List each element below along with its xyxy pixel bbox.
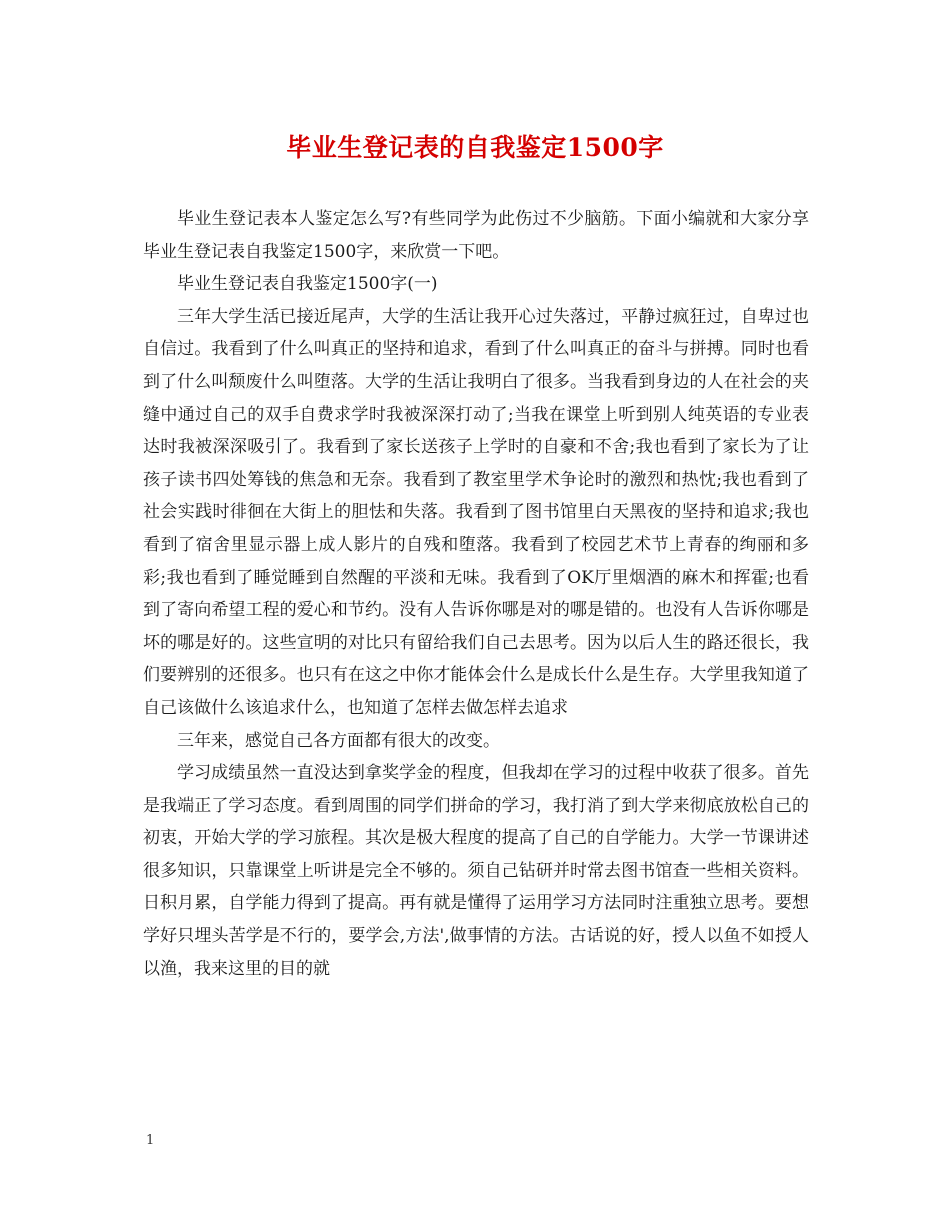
paragraph-intro: 毕业生登记表本人鉴定怎么写?有些同学为此伤过不少脑筋。下面小编就和大家分享毕业生登记表自我鉴定1500字，来欣赏一下吧。: [143, 209, 809, 262]
paragraph-section-heading: 毕业生登记表自我鉴定1500字(一): [177, 274, 438, 295]
paragraph-study: 学习成绩虽然一直没达到拿奖学金的程度，但我却在学习的过程中收获了很多。首先是我端正了学习态度。看到周围的同学们拼命的学习，我打消了到大学来彻底放松自己的初衷，开始大学的学习旅程。其次是极大程度的提高了自己的自学能力。大学一节课讲述很多知识，只靠课堂上听讲是完全不够的。须自己钻研并时常去图书馆查一些相关资料。日积月累，自学能力得到了提高。再有就是懂得了运用学习方法同时注重独立思考。要想学好只埋头苦学是不行的，要学会,方法',做事情的方法。古话说的好，授人以鱼不如授人以渔，我来这里的目的就: [143, 763, 809, 979]
paragraph-university-life: 三年大学生活已接近尾声，大学的生活让我开心过失落过，平静过疯狂过，自卑过也自信过。我看到了什么叫真正的坚持和追求，看到了什么叫真正的奋斗与拼搏。同时也看到了什么叫颓废什么叫堕落。大学的生活让我明白了很多。当我看到身边的人在社会的夹缝中通过自己的双手自费求学时我被深深打动了;当我在课堂上听到别人纯英语的专业表达时我被深深吸引了。我看到了家长送孩子上学时的自豪和不舍;我也看到了家长为了让孩子读书四处筹钱的焦急和无奈。我看到了教室里学术争论时的激烈和热忱;我也看到了社会实践时徘徊在大街上的胆怯和失落。我看到了图书馆里白天黑夜的坚持和追求;我也看到了宿舍里显示器上成人影片的自残和堕落。我看到了校园艺术节上青春的绚丽和多彩;我也看到了睡觉睡到自然醒的平淡和无味。我看到了OK厅里烟酒的麻木和挥霍;也看到了寄向希望工程的爱心和节约。没有人告诉你哪是对的哪是错的。也没有人告诉你哪是坏的哪是好的。这些宣明的对比只有留给我们自己去思考。因为以后人生的路还很长，我们要辨别的还很多。也只有在这之中你才能体会什么是成长什么是生存。大学里我知道了自己该做什么该追求什么，也知道了怎样去做怎样去追求: [143, 306, 809, 718]
paragraph-changes: 三年来，感觉自己各方面都有很大的改变。: [177, 730, 500, 751]
document-body: [143, 203, 809, 985]
document-title: 毕业生登记表的自我鉴定1500字: [286, 133, 664, 162]
page-number: 1: [146, 1133, 155, 1148]
